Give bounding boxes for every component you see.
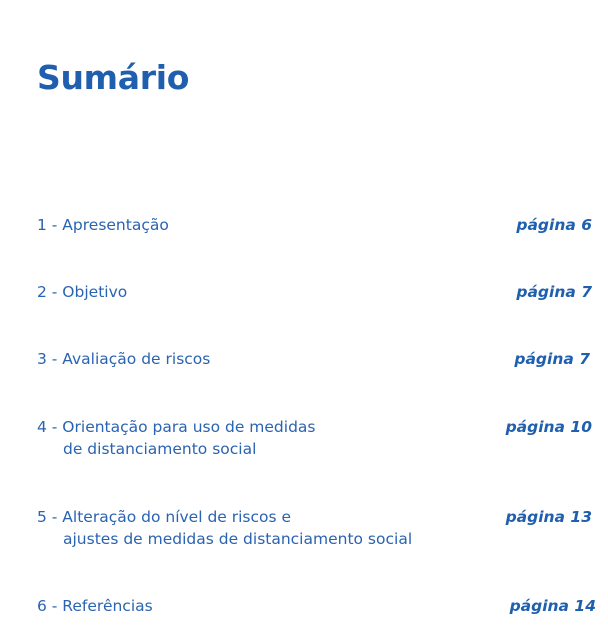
toc-entry-orientacao-medidas[interactable] [37,416,594,462]
toc-entry-label-line1: 1 - Apresentação [37,216,169,234]
toc-entry-label-line1: 6 - Referências [37,597,153,615]
toc-entry-alteracao-nivel-riscos[interactable] [37,506,594,552]
toc-page-number: página 6 [516,216,592,234]
toc-page-number: página 13 [505,508,592,526]
toc-entry-label [37,214,169,236]
toc-entry-label [37,595,153,617]
toc-page-number: página 14 [509,597,596,615]
page-title: Sumário [37,58,190,97]
toc-entry-label [37,281,127,303]
toc-entry-label-line1: 5 - Alteração do nível de riscos e [37,508,292,526]
toc-entry-label-line1: 4 - Orientação para uso de medidas [37,418,316,436]
toc-entry-label-line1: 2 - Objetivo [37,283,128,301]
toc-page-number: página 10 [505,418,592,436]
toc-entry-label-line2: ajustes de medidas de distanciamento social [63,530,413,548]
toc-page-number: página 7 [514,350,590,368]
toc-entry-objetivo[interactable] [37,281,594,327]
toc-entry-apresentacao[interactable] [37,214,594,260]
toc-entry-label [37,348,210,370]
toc-entry-referencias[interactable] [37,595,594,641]
toc-entry-avaliacao-de-riscos[interactable] [37,348,594,394]
toc-entry-label [37,506,412,550]
toc-entry-label-line2: de distanciamento social [63,440,257,458]
toc-entry-label-line1: 3 - Avaliação de riscos [37,350,211,368]
toc-entry-label [37,416,316,460]
toc-page-number: página 7 [516,283,592,301]
